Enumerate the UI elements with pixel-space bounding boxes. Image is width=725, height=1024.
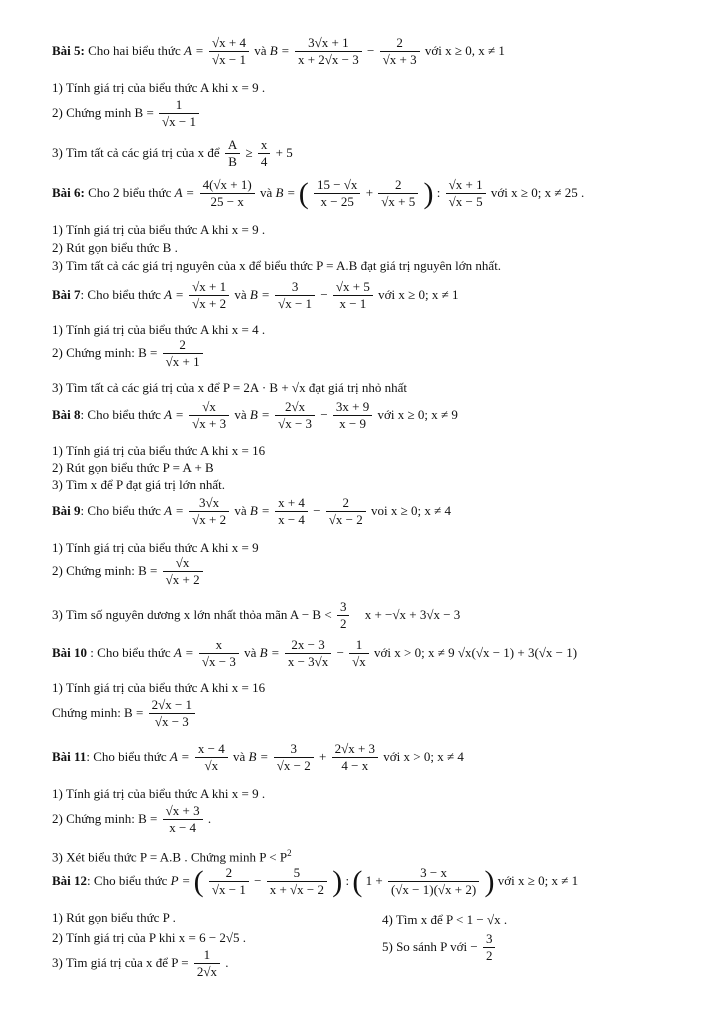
b8-statement: Bài 8: Cho biểu thức A = $\frac{√x}{√x + 3}$ và B = $\frac{2√x}{√x - 3}$ − $\frac{3x + 9}{x - 9}$ với x ≥ 0; x ≠ 9 (52, 399, 458, 432)
b5-A-lhs: A = (184, 42, 204, 58)
b10-B-fraction-1: $\frac{2x - 3}{x - 3√x}$ (285, 638, 331, 670)
b5-q3-fraction-1: $\frac{A}{B}$ (225, 138, 240, 170)
b8-q1: 1) Tính giá trị của biểu thức A khi x = 16 (52, 443, 266, 458)
b7-statement: Bài 7: Cho biểu thức A = $\frac{√x + 1}{√x + 2}$ và B = $\frac{3}{√x - 1}$ − $\frac{√x + 5}{x - 1}$ với x ≥ 0; x ≠ 1 (52, 279, 459, 312)
b10-A-fraction: $\frac{x}{√x - 3}$ (199, 638, 239, 670)
b6-close-paren: ) (423, 176, 434, 210)
b5-B-fraction-1: $\frac{3√x + 1}{x + 2√x - 3}$ (295, 36, 362, 68)
b9-q2: 2) Chứng minh: B = $\frac{√x}{√x + 2}$ (52, 556, 205, 588)
b5-q3: 3) Tìm tất cả các giá trị của x để $\frac{A}{B}$ ≥ $\frac{x}{4}$ + 5 (52, 137, 293, 170)
b11-B-fraction-1: $\frac{3}{√x - 2}$ (274, 742, 314, 774)
b8-A-fraction: $\frac{√x}{√x + 3}$ (189, 400, 229, 432)
b11-statement: Bài 11: Cho biểu thức A = $\frac{x - 4}{√x}$ và B = $\frac{3}{√x - 2}$ + $\frac{2√x + 3}{4 - x}$ với x > 0; x ≠ 4 (52, 741, 464, 774)
b8-B-fraction-2: $\frac{3x + 9}{x - 9}$ (333, 400, 372, 432)
b12-P-fraction-3: $\frac{3 - x}{(√x - 1)(√x + 2)}$ (388, 866, 479, 898)
b7-title: Bài 7 (52, 286, 81, 302)
b5-q3-fraction-2: $\frac{x}{4}$ (258, 138, 271, 170)
b5-q2-fraction: $\frac{1}{√x - 1}$ (159, 98, 199, 130)
b5-conj: và (254, 42, 267, 58)
b9-statement: Bài 9: Cho biểu thức A = $\frac{3√x}{√x + 2}$ và B = $\frac{x + 4}{x - 4}$ − $\frac{2}{√x - 2}$ voi x ≥ 0; x ≠ 4 (52, 495, 451, 528)
b5-A-fraction: $\frac{√x + 4}{√x - 1}$ (209, 36, 249, 68)
b6-B-fraction-1: $\frac{15 - √x}{x - 25}$ (314, 178, 360, 210)
b10-q2: Chứng minh: B = $\frac{2√x - 1}{√x - 3}$ (52, 698, 197, 730)
b12-close-paren-2: ) (484, 864, 495, 898)
b9-B-fraction-2: $\frac{2}{√x - 2}$ (326, 496, 366, 528)
b5-q1: 1) Tính giá trị của biểu thức A khi x = 9 . (52, 80, 266, 95)
b9-q3: 3) Tìm số nguyên dương x lớn nhất thỏa mãn A − B < $\frac{3}{2}$ x + −√x + 3√x − 3 (52, 599, 461, 632)
b12-q2: 2) Tính giá trị của P khi x = 6 − 2√5 . (52, 930, 247, 945)
b10-statement: Bài 10 : Cho biểu thức A = $\frac{x}{√x - 3}$ và B = $\frac{2x - 3}{x - 3√x}$ − $\frac{1}{√x}$ với x > 0; x ≠ 9 √x(√x − 1) + 3(√x − 1) (52, 637, 578, 670)
b7-q1: 1) Tính giá trị của biểu thức A khi x = 4 . (52, 322, 266, 337)
b12-q5: 5) So sánh P với − $\frac{3}{2}$ (382, 932, 497, 964)
b5-intro: Cho hai biểu thức (88, 42, 181, 58)
b12-close-paren-1: ) (332, 864, 343, 898)
b12-title: Bài 12 (52, 872, 88, 888)
b9-A-fraction: $\frac{3√x}{√x + 2}$ (189, 496, 229, 528)
b11-q2: 2) Chứng minh: B = $\frac{√x + 3}{x - 4}$ . (52, 803, 212, 836)
b7-q2-fraction: $\frac{2}{√x + 1}$ (163, 338, 203, 370)
b12-open-paren-1: ( (193, 864, 204, 898)
b9-title: Bài 9 (52, 502, 81, 518)
b7-q3: 3) Tìm tất cả các giá trị của x để P = 2A · B + √x đạt giá trị nhỏ nhất (52, 380, 408, 395)
b6-q1: 1) Tính giá trị của biểu thức A khi x = 9 . (52, 222, 266, 237)
b5-condition: với x ≥ 0, x ≠ 1 (424, 42, 505, 58)
b5-q2: 2) Chứng minh B = $\frac{1}{√x - 1}$ (52, 98, 201, 130)
b6-q2: 2) Rút gọn biểu thức B . (52, 240, 178, 255)
b7-A-fraction: $\frac{√x + 1}{√x + 2}$ (189, 280, 229, 312)
b6-title: Bài 6: (52, 184, 85, 200)
b11-A-fraction: $\frac{x - 4}{√x}$ (195, 742, 228, 774)
b7-B-fraction-2: $\frac{√x + 5}{x - 1}$ (333, 280, 373, 312)
b5-B-fraction-2: $\frac{2}{√x + 3}$ (380, 36, 420, 68)
b9-B-fraction-1: $\frac{x + 4}{x - 4}$ (275, 496, 308, 528)
b11-q2-fraction: $\frac{√x + 3}{x - 4}$ (163, 804, 203, 836)
b12-q4: 4) Tìm x để P < 1 − √x . (382, 912, 508, 927)
b12-q3: 3) Tìm giá trị của x để P = $\frac{1}{2√x}$ . (52, 947, 229, 980)
b5-B-lhs: B = (269, 42, 290, 58)
b5-statement (52, 36, 505, 68)
b6-B-fraction-3: $\frac{√x + 1}{√x - 5}$ (446, 178, 486, 210)
b12-P-fraction-2: $\frac{5}{x + √x - 2}$ (267, 866, 327, 898)
b6-B-fraction-2: $\frac{2}{√x + 5}$ (378, 178, 418, 210)
b10-q2-fraction: $\frac{2√x - 1}{√x - 3}$ (149, 698, 195, 730)
b12-q1: 1) Rút gọn biểu thức P . (52, 910, 176, 925)
b10-B-fraction-2: $\frac{1}{√x}$ (349, 638, 369, 670)
b9-q2-fraction: $\frac{√x}{√x + 2}$ (163, 556, 203, 588)
b12-statement: Bài 12: Cho biểu thức P = ( $\frac{2}{√x - 1}$ − $\frac{5}{x + √x - 2}$ ) : ( 1 + $\frac{3 - x}{(√x - 1)(√x + 2)}$ ) với x ≥ 0; x ≠ 1 (52, 864, 579, 898)
b9-q1: 1) Tính giá trị của biểu thức A khi x = 9 (52, 540, 259, 555)
b5-minus: − (367, 42, 375, 58)
b8-B-fraction-1: $\frac{2√x}{√x - 3}$ (275, 400, 315, 432)
b8-q3: 3) Tìm x để P đạt giá trị lớn nhất. (52, 477, 225, 492)
b10-q1: 1) Tính giá trị của biểu thức A khi x = 16 (52, 680, 266, 695)
b5-title: Bài 5: (52, 42, 85, 58)
b8-title: Bài 8 (52, 406, 81, 422)
b12-q5-fraction: $\frac{3}{2}$ (483, 932, 496, 964)
b7-q2: 2) Chứng minh: B = $\frac{2}{√x + 1}$ (52, 338, 205, 370)
b12-open-paren-2: ( (352, 864, 363, 898)
b12-P-fraction-1: $\frac{2}{√x - 1}$ (209, 866, 249, 898)
b12-q3-fraction: $\frac{1}{2√x}$ (194, 948, 220, 980)
b11-q3: 3) Xét biểu thức P = A.B . Chứng minh $P < P^2$ (52, 848, 292, 865)
b6-q3: 3) Tìm tất cả các giá trị nguyên của x để biểu thức P = A.B đạt giá trị nguyên lớn nhất. (52, 258, 502, 273)
b6-open-paren: ( (298, 176, 309, 210)
b8-q2: 2) Rút gọn biểu thức P = A + B (52, 460, 214, 475)
b11-q1: 1) Tính giá trị của biểu thức A khi x = 9 . (52, 786, 266, 801)
b6-statement: Bài 6: Cho 2 biểu thức A = $\frac{4(√x + 1)}{25 - x}$ và B = ( $\frac{15 - √x}{x - 25}$ + $\frac{2}{√x + 5}$ ) : $\frac{√x + 1}{√x - 5}$ với x ≥ 0; x ≠ 25 . (52, 176, 585, 210)
b9-q3-fraction: $\frac{3}{2}$ (337, 600, 350, 632)
b11-B-fraction-2: $\frac{2√x + 3}{4 - x}$ (332, 742, 378, 774)
b6-A-fraction: $\frac{4(√x + 1)}{25 - x}$ (200, 178, 255, 210)
b11-title: Bài 11 (52, 748, 87, 764)
b7-B-fraction-1: $\frac{3}{√x - 1}$ (275, 280, 315, 312)
b10-title: Bài 10 (52, 644, 88, 660)
